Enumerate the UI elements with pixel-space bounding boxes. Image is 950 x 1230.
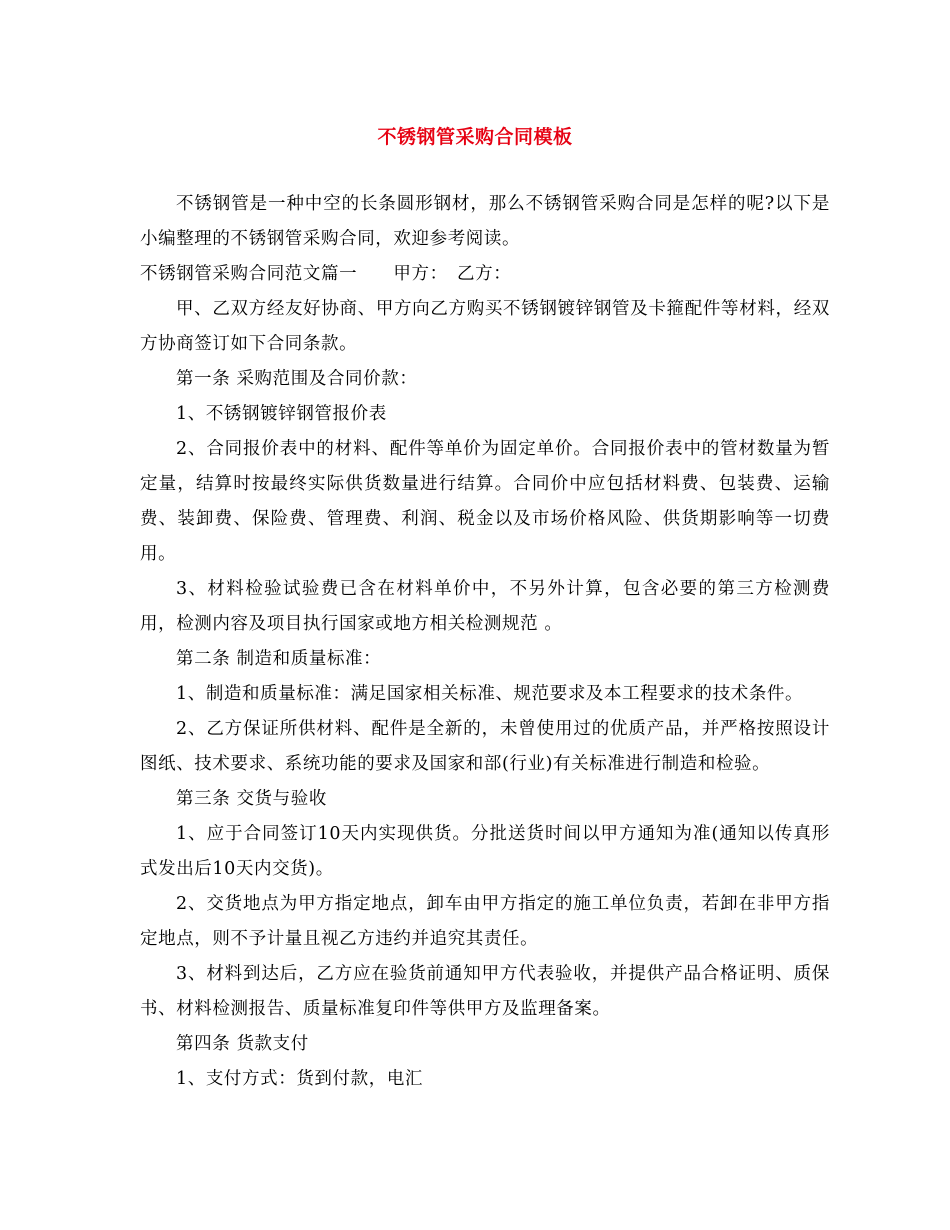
preamble-paragraph: 甲、乙双方经友好协商、甲方向乙方购买不锈钢镀锌钢管及卡箍配件等材料，经双方协商签订如下合同条款。 bbox=[140, 299, 830, 354]
article-4-heading: 第四条 货款支付 bbox=[176, 1034, 309, 1054]
article-2-heading: 第二条 制造和质量标准： bbox=[176, 649, 382, 669]
article-1-item-3: 3、材料检验试验费已含在材料单价中，不另外计算，包含必要的第三方检测费用，检测内容及项目执行国家或地方相关检测规范 。 bbox=[140, 579, 830, 634]
article-3-heading: 第三条 交货与验收 bbox=[176, 789, 327, 809]
document-title: 不锈钢管采购合同模板 bbox=[377, 126, 573, 148]
article-3-item-3: 3、材料到达后，乙方应在验货前通知甲方代表验收，并提供产品合格证明、质保书、材料检测报告、质量标准复印件等供甲方及监理备案。 bbox=[140, 964, 830, 1019]
sample-heading: 不锈钢管采购合同范文篇一 甲方： 乙方： bbox=[140, 264, 512, 284]
article-1-heading: 第一条 采购范围及合同价款： bbox=[176, 369, 418, 389]
article-2-item-2: 2、乙方保证所供材料、配件是全新的，未曾使用过的优质产品，并严格按照设计图纸、技术要求、系统功能的要求及国家和部(行业)有关标准进行制造和检验。 bbox=[140, 719, 830, 774]
document-body bbox=[140, 187, 830, 1097]
article-1-item-2: 2、合同报价表中的材料、配件等单价为固定单价。合同报价表中的管材数量为暂定量，结算时按最终实际供货数量进行结算。合同价中应包括材料费、包装费、运输费、装卸费、保险费、管理费、利润、税金以及市场价格风险、供货期影响等一切费用。 bbox=[140, 439, 830, 564]
intro-paragraph: 不锈钢管是一种中空的长条圆形钢材，那么不锈钢管采购合同是怎样的呢?以下是小编整理的不锈钢管采购合同，欢迎参考阅读。 bbox=[140, 194, 830, 249]
article-1-item-1: 1、不锈钢镀锌钢管报价表 bbox=[176, 404, 387, 424]
article-2-item-1: 1、制造和质量标准：满足国家相关标准、规范要求及本工程要求的技术条件。 bbox=[176, 684, 804, 704]
article-4-item-1: 1、支付方式：货到付款，电汇 bbox=[176, 1069, 424, 1089]
article-3-item-2: 2、交货地点为甲方指定地点，卸车由甲方指定的施工单位负责，若卸在非甲方指定地点，则不予计量且视乙方违约并追究其责任。 bbox=[140, 894, 830, 949]
article-3-item-1: 1、应于合同签订10天内实现供货。分批送货时间以甲方通知为准(通知以传真形式发出后10天内交货)。 bbox=[140, 824, 830, 879]
